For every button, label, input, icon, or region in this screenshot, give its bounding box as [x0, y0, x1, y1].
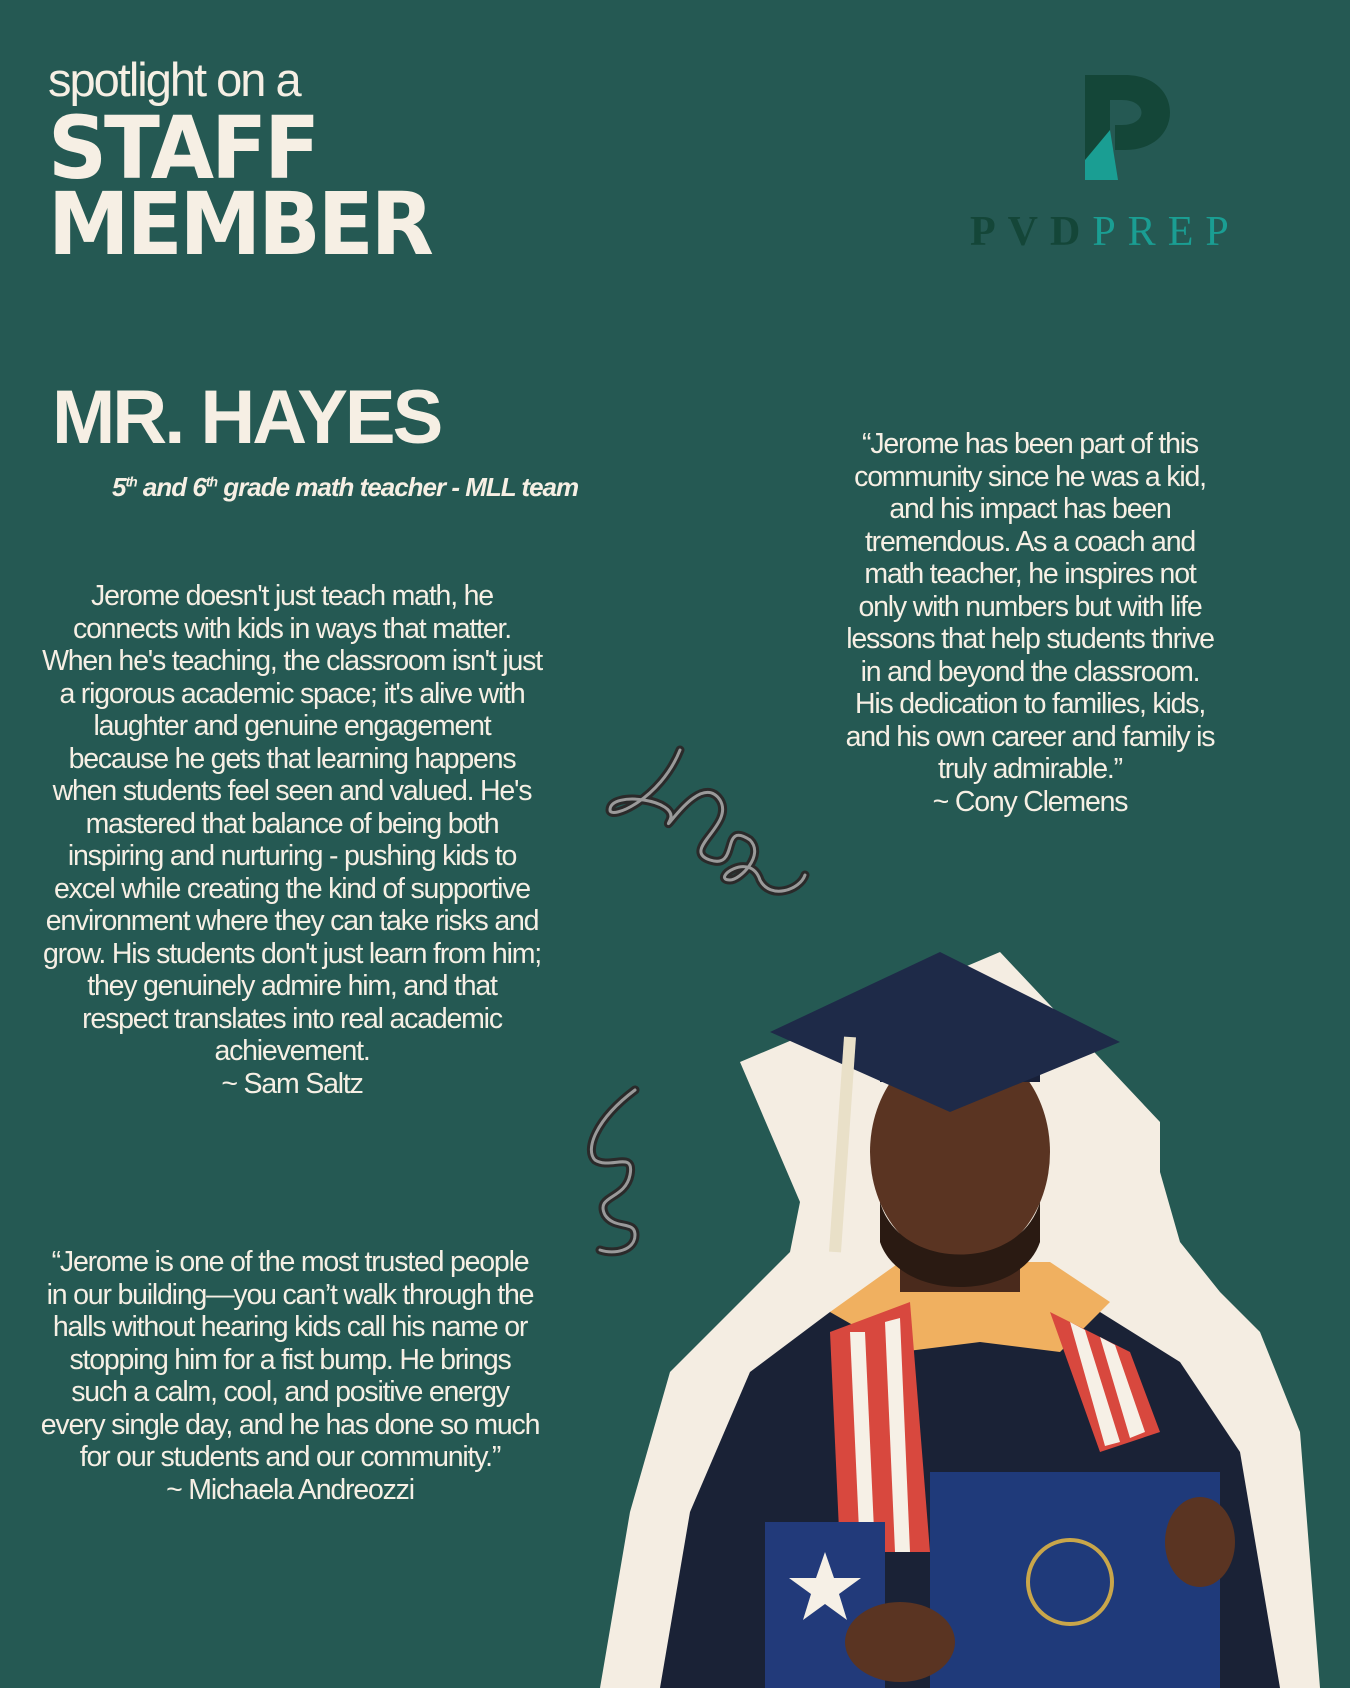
quote-michaela-andreozzi: [40, 1246, 540, 1506]
staff-role: 5th and 6th grade math teacher - MLL team: [112, 472, 579, 502]
headline-line-1: STAFF: [48, 99, 318, 200]
headline-line-2: MEMBER: [48, 175, 431, 275]
quote-text: “Jerome has been part of this community since he was a kid, and his impact has been tremendous. As a coach and math teacher, he inspires not only with numbers but with life lessons that help students thrive in and beyond the classroom. His dedication to families, kids, and his own career and family is truly admirable.”: [845, 428, 1215, 785]
logo-word-pvd: PVD: [970, 209, 1093, 255]
graduate-portrait-photo: [600, 952, 1320, 1688]
quote-author: ~ Sam Saltz: [221, 1067, 363, 1100]
logo-word-prep: PREP: [1092, 209, 1241, 255]
quote-sam-saltz: [42, 580, 542, 1100]
logo-wordmark: [970, 208, 1241, 256]
kicker-text: spotlight on a: [48, 53, 300, 106]
quote-cony-clemens: [840, 428, 1220, 818]
quote-author: ~ Cony Clemens: [932, 785, 1128, 818]
headline: [48, 99, 431, 275]
quote-text: Jerome doesn't just teach math, he connects with kids in ways that matter. When he's teaching, the classroom isn't just a rigorous academic space; it's alive with laughter and genuine engagement because he gets that learning happens when students feel seen and valued. He's mastered that balance of being both inspiring and nurturing - pushing kids to excel while creating the kind of supportive environment where they can take risks and grow. His students don't just learn from him; they genuinely admire him, and that respect translates into real academic achievement.: [42, 580, 542, 1067]
staff-name: MR. HAYES: [52, 375, 441, 460]
quote-text: “Jerome is one of the most trusted people in our building—you can’t walk through the halls without hearing kids call his name or stopping him for a fist bump. He brings such a calm, cool, and positive energy every single day, and he has done so much for our students and our community.”: [40, 1246, 540, 1473]
squiggle-icon: [600, 740, 810, 910]
quote-author: ~ Michaela Andreozzi: [166, 1473, 414, 1506]
